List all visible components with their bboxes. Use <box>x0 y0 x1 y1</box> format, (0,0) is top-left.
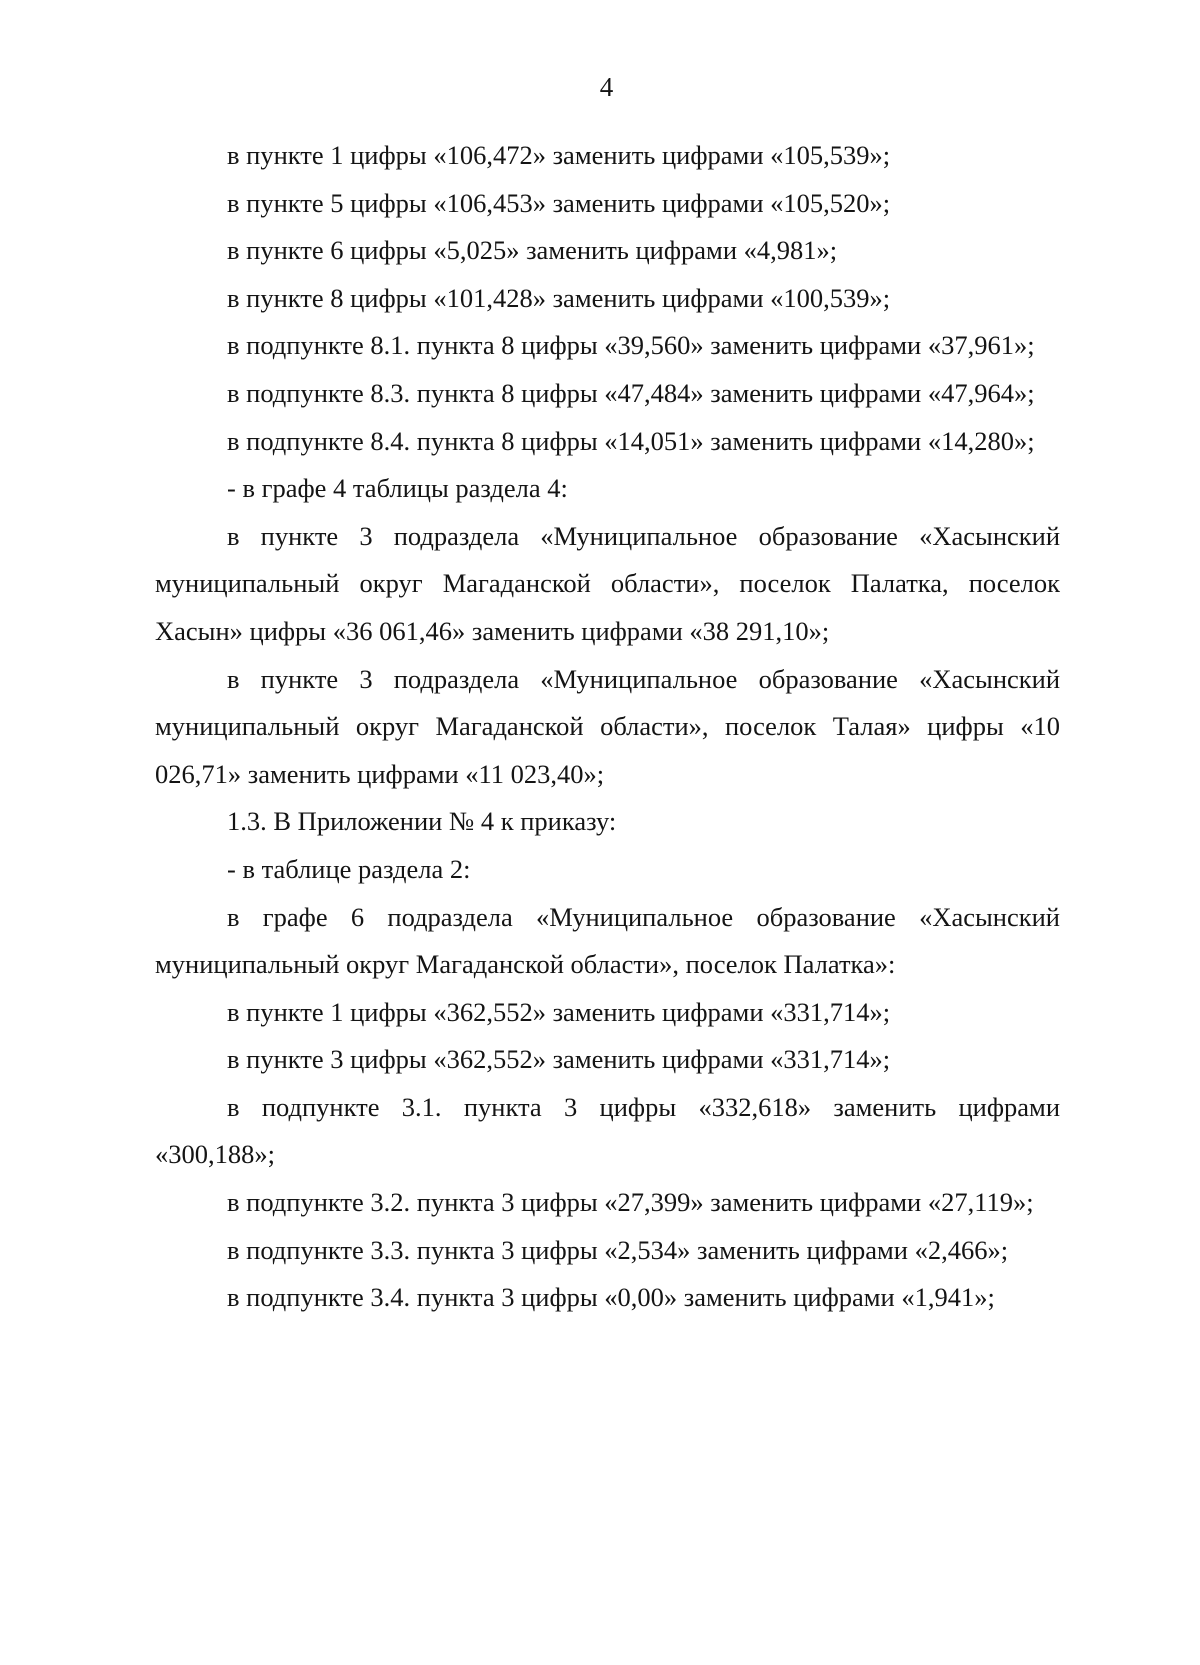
paragraph: в пункте 3 подраздела «Муниципальное образование «Хасынский муниципальный округ Магаданской области», поселок Палатка, поселок Хасын» цифры «36 061,46» заменить цифрами «38 291,10»; <box>155 520 1060 646</box>
paragraph: в пункте 5 цифры «106,453» заменить цифрами «105,520»; <box>227 187 891 218</box>
paragraph: - в таблице раздела 2: <box>227 853 471 884</box>
paragraph: в подпункте 8.4. пункта 8 цифры «14,051» заменить цифрами «14,280»; <box>227 425 1035 456</box>
paragraph: - в графе 4 таблицы раздела 4: <box>227 473 568 504</box>
paragraph: в подпункте 8.1. пункта 8 цифры «39,560» заменить цифрами «37,961»; <box>227 330 1035 361</box>
page-number: 4 <box>599 72 614 102</box>
paragraph: в пункте 1 цифры «362,552» заменить цифрами «331,714»; <box>227 996 891 1027</box>
paragraph: 1.3. В Приложении № 4 к приказу: <box>227 806 617 837</box>
document-body <box>155 132 1060 1322</box>
paragraph: в пункте 1 цифры «106,472» заменить цифрами «105,539»; <box>227 140 891 170</box>
paragraph: в графе 6 подраздела «Муниципальное образование «Хасынский муниципальный округ Магаданской области», поселок Палатка»: <box>155 901 1060 980</box>
paragraph: в подпункте 3.1. пункта 3 цифры «332,618» заменить цифрами «300,188»; <box>155 1091 1060 1170</box>
paragraph: в пункте 3 подраздела «Муниципальное образование «Хасынский муниципальный округ Магаданской области», поселок Талая» цифры «10 026,71» заменить цифрами «11 023,40»; <box>155 663 1060 789</box>
paragraph: в пункте 8 цифры «101,428» заменить цифрами «100,539»; <box>227 282 891 313</box>
paragraph: в подпункте 8.3. пункта 8 цифры «47,484» заменить цифрами «47,964»; <box>227 377 1035 408</box>
paragraph: в подпункте 3.3. пункта 3 цифры «2,534» заменить цифрами «2,466»; <box>227 1234 1009 1265</box>
paragraph: в пункте 3 цифры «362,552» заменить цифрами «331,714»; <box>227 1044 891 1075</box>
paragraph: в пункте 6 цифры «5,025» заменить цифрами «4,981»; <box>227 235 838 266</box>
paragraph: в подпункте 3.4. пункта 3 цифры «0,00» заменить цифрами «1,941»; <box>227 1282 995 1313</box>
paragraph: в подпункте 3.2. пункта 3 цифры «27,399» заменить цифрами «27,119»; <box>227 1187 1034 1218</box>
